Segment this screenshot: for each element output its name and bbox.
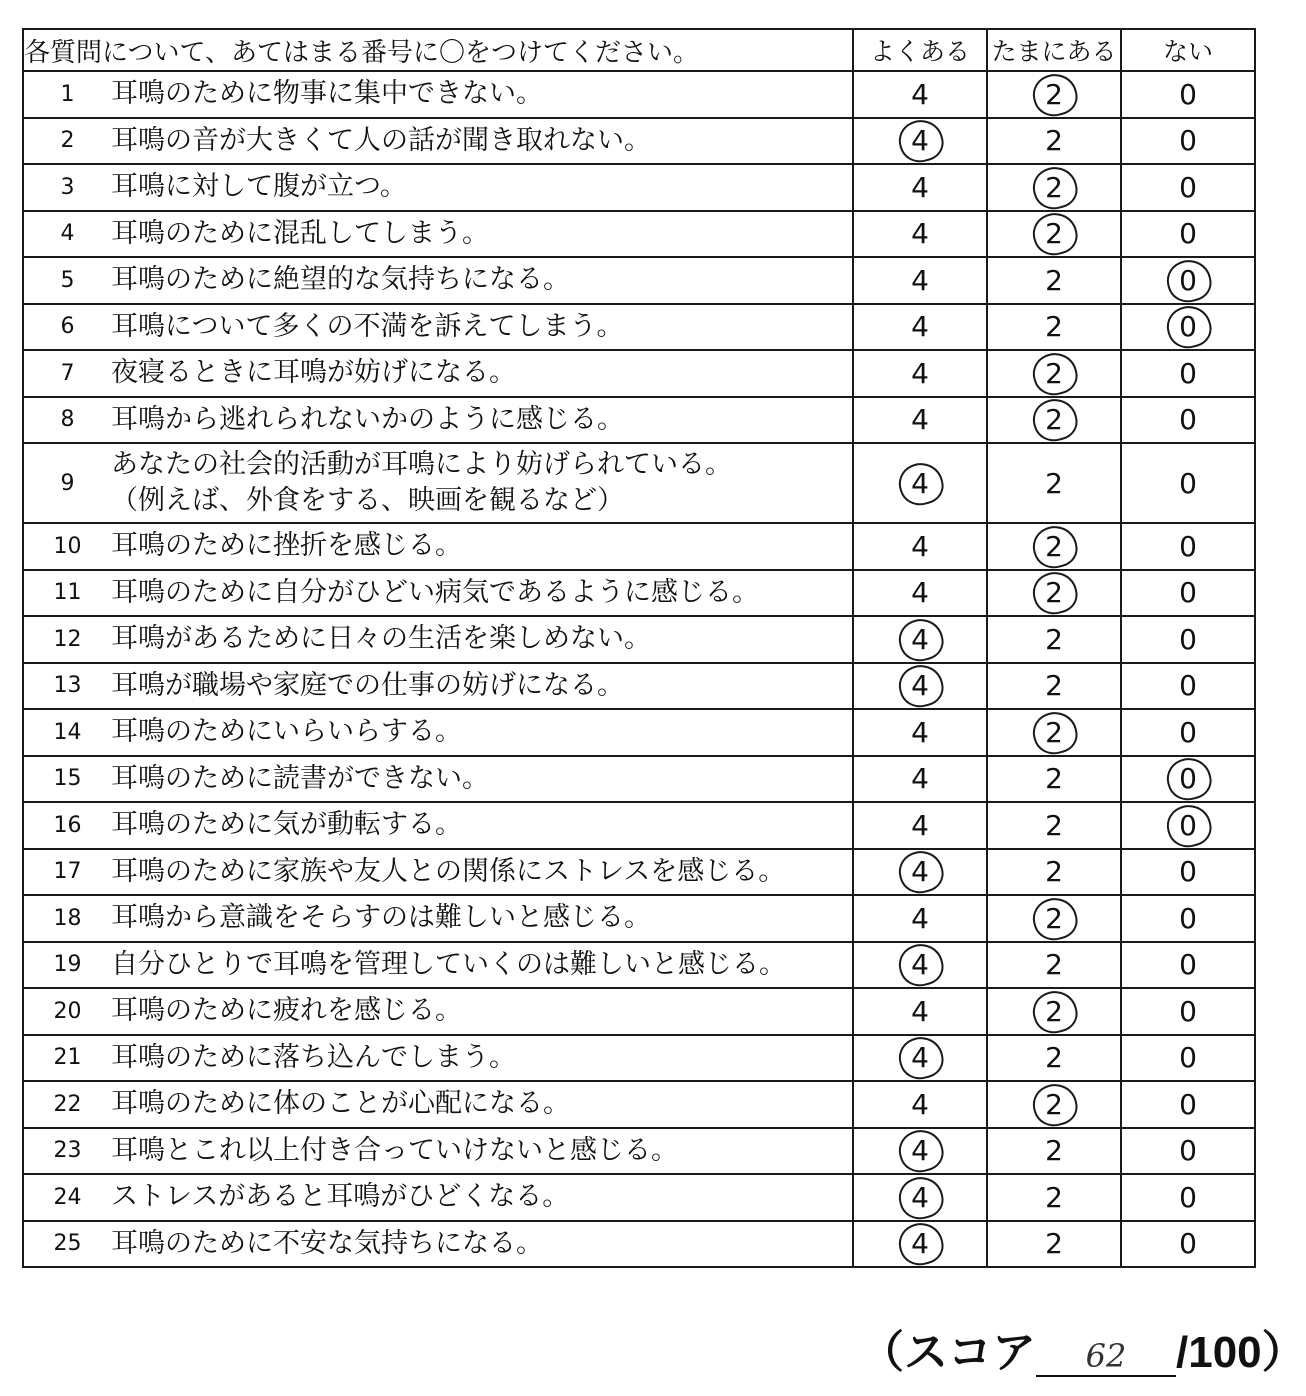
question-row bbox=[23, 849, 1255, 896]
question-row bbox=[23, 443, 1255, 523]
question-row bbox=[23, 616, 1255, 663]
option-cell-often[interactable] bbox=[853, 942, 987, 989]
question-row bbox=[23, 570, 1255, 617]
question-text: 耳鳴のために疲れを感じる。 bbox=[111, 995, 462, 1027]
question-text-note: （例えば、外食をする、映画を観るなど） bbox=[111, 485, 624, 516]
question-text: 耳鳴が職場や家庭での仕事の妨げになる。 bbox=[111, 669, 624, 701]
question-number: 6 bbox=[23, 304, 111, 351]
question-row bbox=[23, 211, 1255, 258]
option-cell-often[interactable] bbox=[853, 118, 987, 165]
option-value: 4 bbox=[911, 901, 929, 935]
question-text-cell bbox=[111, 443, 853, 523]
option-cell-never[interactable] bbox=[1121, 257, 1255, 304]
question-text: 自分ひとりで耳鳴を管理していくのは難しいと感じる。 bbox=[111, 948, 786, 980]
option-cell-sometimes[interactable] bbox=[987, 709, 1121, 756]
circled-option-value: 0 bbox=[1175, 264, 1201, 297]
question-number: 16 bbox=[23, 802, 111, 849]
question-text: 夜寝るときに耳鳴が妨げになる。 bbox=[111, 357, 516, 389]
option-value: 0 bbox=[1179, 124, 1197, 158]
option-cell-often[interactable] bbox=[853, 709, 987, 756]
option-cell-often[interactable] bbox=[853, 164, 987, 211]
option-cell-often[interactable] bbox=[853, 895, 987, 942]
option-value: 0 bbox=[1179, 466, 1197, 500]
option-value: 2 bbox=[1045, 1180, 1063, 1214]
question-text-cell bbox=[111, 756, 853, 803]
option-cell-sometimes[interactable] bbox=[987, 1035, 1121, 1082]
circled-option-value: 2 bbox=[1041, 995, 1067, 1028]
question-row bbox=[23, 118, 1255, 165]
option-value: 4 bbox=[911, 715, 929, 749]
option-value: 2 bbox=[1045, 310, 1063, 344]
question-row bbox=[23, 164, 1255, 211]
option-value: 2 bbox=[1045, 948, 1063, 982]
question-text-cell bbox=[111, 1221, 853, 1268]
option-cell-often[interactable] bbox=[853, 1221, 987, 1268]
option-value: 0 bbox=[1179, 1227, 1197, 1261]
circled-option-value: 4 bbox=[907, 1181, 933, 1214]
option-value: 2 bbox=[1045, 1041, 1063, 1075]
question-text-cell bbox=[111, 802, 853, 849]
option-value: 0 bbox=[1179, 994, 1197, 1028]
option-header-often: よくある bbox=[853, 29, 987, 71]
question-number: 12 bbox=[23, 616, 111, 663]
question-row bbox=[23, 397, 1255, 444]
question-row bbox=[23, 1128, 1255, 1175]
question-text-cell bbox=[111, 616, 853, 663]
option-cell-never[interactable] bbox=[1121, 942, 1255, 989]
option-cell-sometimes[interactable] bbox=[987, 1174, 1121, 1221]
option-cell-sometimes[interactable] bbox=[987, 895, 1121, 942]
option-value: 0 bbox=[1179, 669, 1197, 703]
option-cell-never[interactable] bbox=[1121, 709, 1255, 756]
option-cell-never[interactable] bbox=[1121, 211, 1255, 258]
question-text-cell bbox=[111, 709, 853, 756]
option-cell-never[interactable] bbox=[1121, 523, 1255, 570]
question-number: 7 bbox=[23, 350, 111, 397]
question-text-cell bbox=[111, 942, 853, 989]
circled-option-value: 2 bbox=[1041, 716, 1067, 749]
question-text: 耳鳴のために不安な気持ちになる。 bbox=[111, 1227, 543, 1259]
option-header-never: ない bbox=[1121, 29, 1255, 71]
option-cell-never[interactable] bbox=[1121, 350, 1255, 397]
question-text-cell bbox=[111, 118, 853, 165]
option-cell-often[interactable] bbox=[853, 304, 987, 351]
question-row bbox=[23, 71, 1255, 118]
question-number: 1 bbox=[23, 71, 111, 118]
question-text-cell bbox=[111, 71, 853, 118]
option-value: 4 bbox=[911, 403, 929, 437]
option-cell-sometimes[interactable] bbox=[987, 397, 1121, 444]
question-text: あなたの社会的活動が耳鳴により妨げられている。 bbox=[111, 448, 732, 480]
option-cell-never[interactable] bbox=[1121, 849, 1255, 896]
circled-option-value: 4 bbox=[907, 467, 933, 500]
question-text-cell bbox=[111, 304, 853, 351]
question-text: 耳鳴のために挫折を感じる。 bbox=[111, 530, 462, 562]
question-text: 耳鳴のために家族や友人との関係にストレスを感じる。 bbox=[111, 855, 786, 887]
option-value: 0 bbox=[1179, 1180, 1197, 1214]
option-cell-never[interactable] bbox=[1121, 802, 1255, 849]
option-value: 4 bbox=[911, 356, 929, 390]
question-row bbox=[23, 802, 1255, 849]
question-text-cell bbox=[111, 164, 853, 211]
question-number: 15 bbox=[23, 756, 111, 803]
option-value: 2 bbox=[1045, 466, 1063, 500]
option-cell-sometimes[interactable] bbox=[987, 756, 1121, 803]
option-value: 0 bbox=[1179, 1087, 1197, 1121]
question-text: 耳鳴のために体のことが心配になる。 bbox=[111, 1088, 570, 1120]
question-number: 9 bbox=[23, 443, 111, 523]
option-cell-sometimes[interactable] bbox=[987, 164, 1121, 211]
option-value: 4 bbox=[911, 529, 929, 563]
option-cell-often[interactable] bbox=[853, 849, 987, 896]
option-value: 2 bbox=[1045, 669, 1063, 703]
question-text-cell bbox=[111, 1128, 853, 1175]
option-value: 0 bbox=[1179, 715, 1197, 749]
option-value: 4 bbox=[911, 77, 929, 111]
option-cell-often[interactable] bbox=[853, 350, 987, 397]
option-value: 4 bbox=[911, 762, 929, 796]
question-number: 4 bbox=[23, 211, 111, 258]
option-cell-often[interactable] bbox=[853, 1081, 987, 1128]
question-text-cell bbox=[111, 1174, 853, 1221]
option-value: 0 bbox=[1179, 170, 1197, 204]
option-cell-sometimes[interactable] bbox=[987, 616, 1121, 663]
option-cell-never[interactable] bbox=[1121, 304, 1255, 351]
circled-option-value: 2 bbox=[1041, 530, 1067, 563]
option-cell-often[interactable] bbox=[853, 663, 987, 710]
question-text-cell bbox=[111, 397, 853, 444]
option-cell-often[interactable] bbox=[853, 71, 987, 118]
option-cell-often[interactable] bbox=[853, 1128, 987, 1175]
question-number: 18 bbox=[23, 895, 111, 942]
option-cell-never[interactable] bbox=[1121, 1174, 1255, 1221]
question-text: 耳鳴の音が大きくて人の話が聞き取れない。 bbox=[111, 124, 651, 156]
option-cell-often[interactable] bbox=[853, 988, 987, 1035]
option-cell-often[interactable] bbox=[853, 397, 987, 444]
option-cell-often[interactable] bbox=[853, 616, 987, 663]
option-value: 2 bbox=[1045, 762, 1063, 796]
question-text: 耳鳴のためにいらいらする。 bbox=[111, 716, 462, 748]
question-row bbox=[23, 942, 1255, 989]
circled-option-value: 4 bbox=[907, 669, 933, 702]
option-value: 0 bbox=[1179, 901, 1197, 935]
circled-option-value: 4 bbox=[907, 1134, 933, 1167]
question-text: 耳鳴について多くの不満を訴えてしまう。 bbox=[111, 310, 624, 342]
option-cell-often[interactable] bbox=[853, 756, 987, 803]
option-value: 4 bbox=[911, 263, 929, 297]
question-text: 耳鳴のために落ち込んでしまう。 bbox=[111, 1041, 516, 1073]
option-value: 0 bbox=[1179, 1134, 1197, 1168]
question-row bbox=[23, 1174, 1255, 1221]
option-value: 2 bbox=[1045, 124, 1063, 158]
option-cell-never[interactable] bbox=[1121, 1081, 1255, 1128]
option-value: 2 bbox=[1045, 263, 1063, 297]
option-cell-sometimes[interactable] bbox=[987, 942, 1121, 989]
option-cell-sometimes[interactable] bbox=[987, 988, 1121, 1035]
question-row bbox=[23, 523, 1255, 570]
option-value: 0 bbox=[1179, 529, 1197, 563]
option-cell-sometimes[interactable] bbox=[987, 1128, 1121, 1175]
question-number: 17 bbox=[23, 849, 111, 896]
question-row bbox=[23, 1035, 1255, 1082]
option-value: 2 bbox=[1045, 1134, 1063, 1168]
question-row bbox=[23, 350, 1255, 397]
option-cell-sometimes[interactable] bbox=[987, 443, 1121, 523]
option-cell-often[interactable] bbox=[853, 257, 987, 304]
question-row bbox=[23, 1081, 1255, 1128]
option-cell-sometimes[interactable] bbox=[987, 523, 1121, 570]
questionnaire-table bbox=[22, 28, 1256, 1268]
circled-option-value: 4 bbox=[907, 855, 933, 888]
question-number: 13 bbox=[23, 663, 111, 710]
question-number: 20 bbox=[23, 988, 111, 1035]
option-value: 4 bbox=[911, 1087, 929, 1121]
option-cell-often[interactable] bbox=[853, 1035, 987, 1082]
question-number: 5 bbox=[23, 257, 111, 304]
question-number: 25 bbox=[23, 1221, 111, 1268]
question-text: 耳鳴があるために日々の生活を楽しめない。 bbox=[111, 623, 651, 655]
option-cell-never[interactable] bbox=[1121, 756, 1255, 803]
option-value: 4 bbox=[911, 994, 929, 1028]
option-cell-sometimes[interactable] bbox=[987, 663, 1121, 710]
circled-option-value: 2 bbox=[1041, 902, 1067, 935]
option-cell-often[interactable] bbox=[853, 443, 987, 523]
option-cell-never[interactable] bbox=[1121, 1221, 1255, 1268]
circled-option-value: 4 bbox=[907, 124, 933, 157]
option-value: 0 bbox=[1179, 576, 1197, 610]
question-row bbox=[23, 1221, 1255, 1268]
circled-option-value: 0 bbox=[1175, 310, 1201, 343]
question-text-cell bbox=[111, 1081, 853, 1128]
option-value: 0 bbox=[1179, 948, 1197, 982]
question-number: 8 bbox=[23, 397, 111, 444]
option-cell-never[interactable] bbox=[1121, 443, 1255, 523]
question-text: 耳鳴のために絶望的な気持ちになる。 bbox=[111, 264, 570, 296]
option-cell-sometimes[interactable] bbox=[987, 71, 1121, 118]
option-cell-never[interactable] bbox=[1121, 118, 1255, 165]
option-cell-never[interactable] bbox=[1121, 397, 1255, 444]
score-line bbox=[860, 1316, 1306, 1380]
option-cell-sometimes[interactable] bbox=[987, 849, 1121, 896]
option-value: 0 bbox=[1179, 403, 1197, 437]
option-cell-often[interactable] bbox=[853, 211, 987, 258]
question-text-cell bbox=[111, 1035, 853, 1082]
question-list bbox=[23, 71, 1255, 1267]
option-value: 0 bbox=[1179, 1041, 1197, 1075]
question-number: 2 bbox=[23, 118, 111, 165]
question-row bbox=[23, 709, 1255, 756]
option-value: 2 bbox=[1045, 855, 1063, 889]
option-cell-never[interactable] bbox=[1121, 616, 1255, 663]
question-text: 耳鳴から逃れられないかのように感じる。 bbox=[111, 403, 624, 435]
option-cell-never[interactable] bbox=[1121, 570, 1255, 617]
option-cell-never[interactable] bbox=[1121, 1128, 1255, 1175]
option-value: 0 bbox=[1179, 855, 1197, 889]
option-cell-often[interactable] bbox=[853, 1174, 987, 1221]
option-value: 4 bbox=[911, 170, 929, 204]
score-value[interactable]: 62 bbox=[1036, 1337, 1176, 1377]
question-text-cell bbox=[111, 211, 853, 258]
option-cell-never[interactable] bbox=[1121, 1035, 1255, 1082]
instruction-text: 各質問について、あてはまる番号に〇をつけてください。 bbox=[23, 29, 853, 71]
question-row bbox=[23, 988, 1255, 1035]
question-text-cell bbox=[111, 257, 853, 304]
option-value: 0 bbox=[1179, 77, 1197, 111]
circled-option-value: 2 bbox=[1041, 171, 1067, 204]
option-value: 4 bbox=[911, 310, 929, 344]
question-text-cell bbox=[111, 849, 853, 896]
question-text-cell bbox=[111, 570, 853, 617]
circled-option-value: 0 bbox=[1175, 809, 1201, 842]
option-cell-sometimes[interactable] bbox=[987, 304, 1121, 351]
option-value: 4 bbox=[911, 576, 929, 610]
circled-option-value: 4 bbox=[907, 948, 933, 981]
question-text-cell bbox=[111, 988, 853, 1035]
circled-option-value: 2 bbox=[1041, 217, 1067, 250]
circled-option-value: 4 bbox=[907, 1041, 933, 1074]
question-text: 耳鳴とこれ以上付き合っていけないと感じる。 bbox=[111, 1134, 678, 1166]
option-cell-never[interactable] bbox=[1121, 988, 1255, 1035]
question-number: 23 bbox=[23, 1128, 111, 1175]
option-cell-never[interactable] bbox=[1121, 895, 1255, 942]
question-text: 耳鳴から意識をそらすのは難しいと感じる。 bbox=[111, 902, 651, 934]
question-text-cell bbox=[111, 523, 853, 570]
option-cell-often[interactable] bbox=[853, 802, 987, 849]
question-row bbox=[23, 257, 1255, 304]
option-cell-sometimes[interactable] bbox=[987, 350, 1121, 397]
circled-option-value: 4 bbox=[907, 1227, 933, 1260]
question-text: 耳鳴のために混乱してしまう。 bbox=[111, 217, 489, 249]
option-cell-sometimes[interactable] bbox=[987, 118, 1121, 165]
option-cell-sometimes[interactable] bbox=[987, 1081, 1121, 1128]
question-row bbox=[23, 304, 1255, 351]
question-number: 19 bbox=[23, 942, 111, 989]
question-text: 耳鳴のために気が動転する。 bbox=[111, 809, 462, 841]
option-value: 2 bbox=[1045, 808, 1063, 842]
question-row bbox=[23, 756, 1255, 803]
option-cell-often[interactable] bbox=[853, 523, 987, 570]
question-text: 耳鳴に対して腹が立つ。 bbox=[111, 171, 407, 203]
score-prefix: （スコア bbox=[860, 1328, 1036, 1377]
option-value: 2 bbox=[1045, 1227, 1063, 1261]
question-number: 14 bbox=[23, 709, 111, 756]
option-cell-sometimes[interactable] bbox=[987, 802, 1121, 849]
option-cell-sometimes[interactable] bbox=[987, 1221, 1121, 1268]
option-cell-never[interactable] bbox=[1121, 71, 1255, 118]
circled-option-value: 2 bbox=[1041, 1088, 1067, 1121]
question-text-cell bbox=[111, 663, 853, 710]
option-header-sometimes: たまにある bbox=[987, 29, 1121, 71]
option-cell-sometimes[interactable] bbox=[987, 257, 1121, 304]
circled-option-value: 2 bbox=[1041, 78, 1067, 111]
question-text: 耳鳴のために物事に集中できない。 bbox=[111, 78, 543, 110]
question-text-cell bbox=[111, 350, 853, 397]
option-value: 0 bbox=[1179, 356, 1197, 390]
option-cell-often[interactable] bbox=[853, 570, 987, 617]
question-number: 3 bbox=[23, 164, 111, 211]
circled-option-value: 4 bbox=[907, 623, 933, 656]
option-cell-sometimes[interactable] bbox=[987, 211, 1121, 258]
question-number: 22 bbox=[23, 1081, 111, 1128]
question-text: 耳鳴のために自分がひどい病気であるように感じる。 bbox=[111, 576, 759, 608]
header-row bbox=[23, 29, 1255, 71]
question-number: 10 bbox=[23, 523, 111, 570]
option-value: 4 bbox=[911, 808, 929, 842]
option-value: 4 bbox=[911, 217, 929, 251]
question-text: ストレスがあると耳鳴がひどくなる。 bbox=[111, 1181, 570, 1213]
question-text: 耳鳴のために読書ができない。 bbox=[111, 762, 489, 794]
option-value: 2 bbox=[1045, 622, 1063, 656]
option-cell-never[interactable] bbox=[1121, 663, 1255, 710]
question-row bbox=[23, 895, 1255, 942]
option-cell-never[interactable] bbox=[1121, 164, 1255, 211]
option-value: 0 bbox=[1179, 622, 1197, 656]
circled-option-value: 0 bbox=[1175, 762, 1201, 795]
circled-option-value: 2 bbox=[1041, 403, 1067, 436]
question-number: 11 bbox=[23, 570, 111, 617]
circled-option-value: 2 bbox=[1041, 357, 1067, 390]
option-value: 0 bbox=[1179, 217, 1197, 251]
question-text-cell bbox=[111, 895, 853, 942]
circled-option-value: 2 bbox=[1041, 576, 1067, 609]
question-number: 21 bbox=[23, 1035, 111, 1082]
score-suffix: /100） bbox=[1176, 1328, 1306, 1377]
question-row bbox=[23, 663, 1255, 710]
question-number: 24 bbox=[23, 1174, 111, 1221]
option-cell-sometimes[interactable] bbox=[987, 570, 1121, 617]
